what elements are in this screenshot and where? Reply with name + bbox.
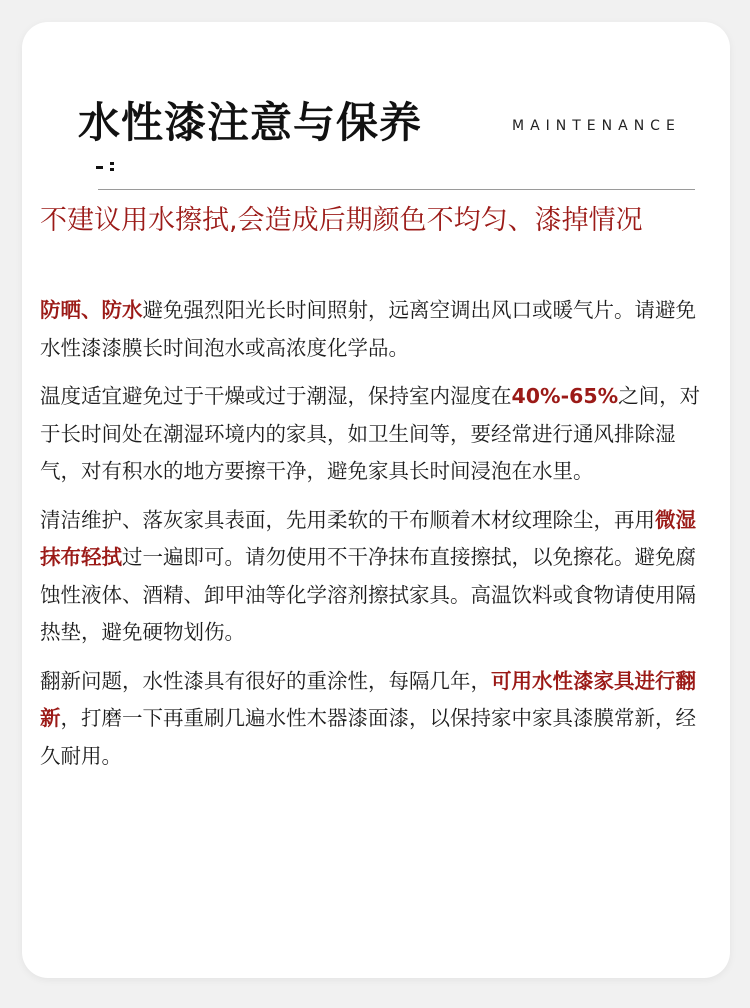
warning-headline: 不建议用水擦拭,会造成后期颜色不均匀、漆掉情况 xyxy=(40,205,643,236)
paragraph-cleaning xyxy=(40,502,710,652)
paragraph-text: 避免强烈阳光长时间照射，远离空调出风口或暖气片。请避免水性漆漆膜长时间泡水或高浓度化学品。 xyxy=(40,298,696,360)
highlight-damp-cloth: 微湿抹布轻拭 xyxy=(40,507,696,569)
highlight-refurbish: 可用水性漆家具进行翻新 xyxy=(40,668,696,730)
paragraph-text: 之间，对于长时间处在潮湿环境内的家具，如卫生间等，要经常进行通风排除湿气，对有积水的地方要擦干净，避免家具长时间浸泡在水里。 xyxy=(40,384,701,483)
paragraph-sun-water xyxy=(40,292,710,367)
page-title: 水性漆注意与保养 xyxy=(78,98,423,147)
title-divider xyxy=(98,189,695,190)
body-text xyxy=(40,292,710,786)
paragraph-text: 翻新问题，水性漆具有很好的重涂性，每隔几年， xyxy=(40,668,491,693)
paragraph-text: ，打磨一下再重刷几遍水性木器漆面漆，以保持家中家具漆膜常新，经久耐用。 xyxy=(40,706,696,768)
page-subtitle: MAINTENANCE xyxy=(512,118,681,134)
highlight-humidity-range: 40%-65% xyxy=(511,384,619,408)
paragraph-text: 清洁维护、落灰家具表面，先用柔软的干布顺着木材纹理除尘，再用 xyxy=(40,507,655,532)
paragraph-humidity xyxy=(40,378,710,491)
highlight-sun-water: 防晒、防水 xyxy=(40,298,143,322)
paragraph-text: 过一遍即可。请勿使用不干净抹布直接擦拭，以免擦花。避免腐蚀性液体、酒精、卸甲油等化学溶剂擦拭家具。高温饮料或食物请使用隔热垫，避免硬物划伤。 xyxy=(40,545,696,644)
paragraph-text: 温度适宜避免过于干燥或过于潮湿，保持室内湿度在 xyxy=(40,384,512,408)
paragraph-refurbish xyxy=(40,663,710,776)
